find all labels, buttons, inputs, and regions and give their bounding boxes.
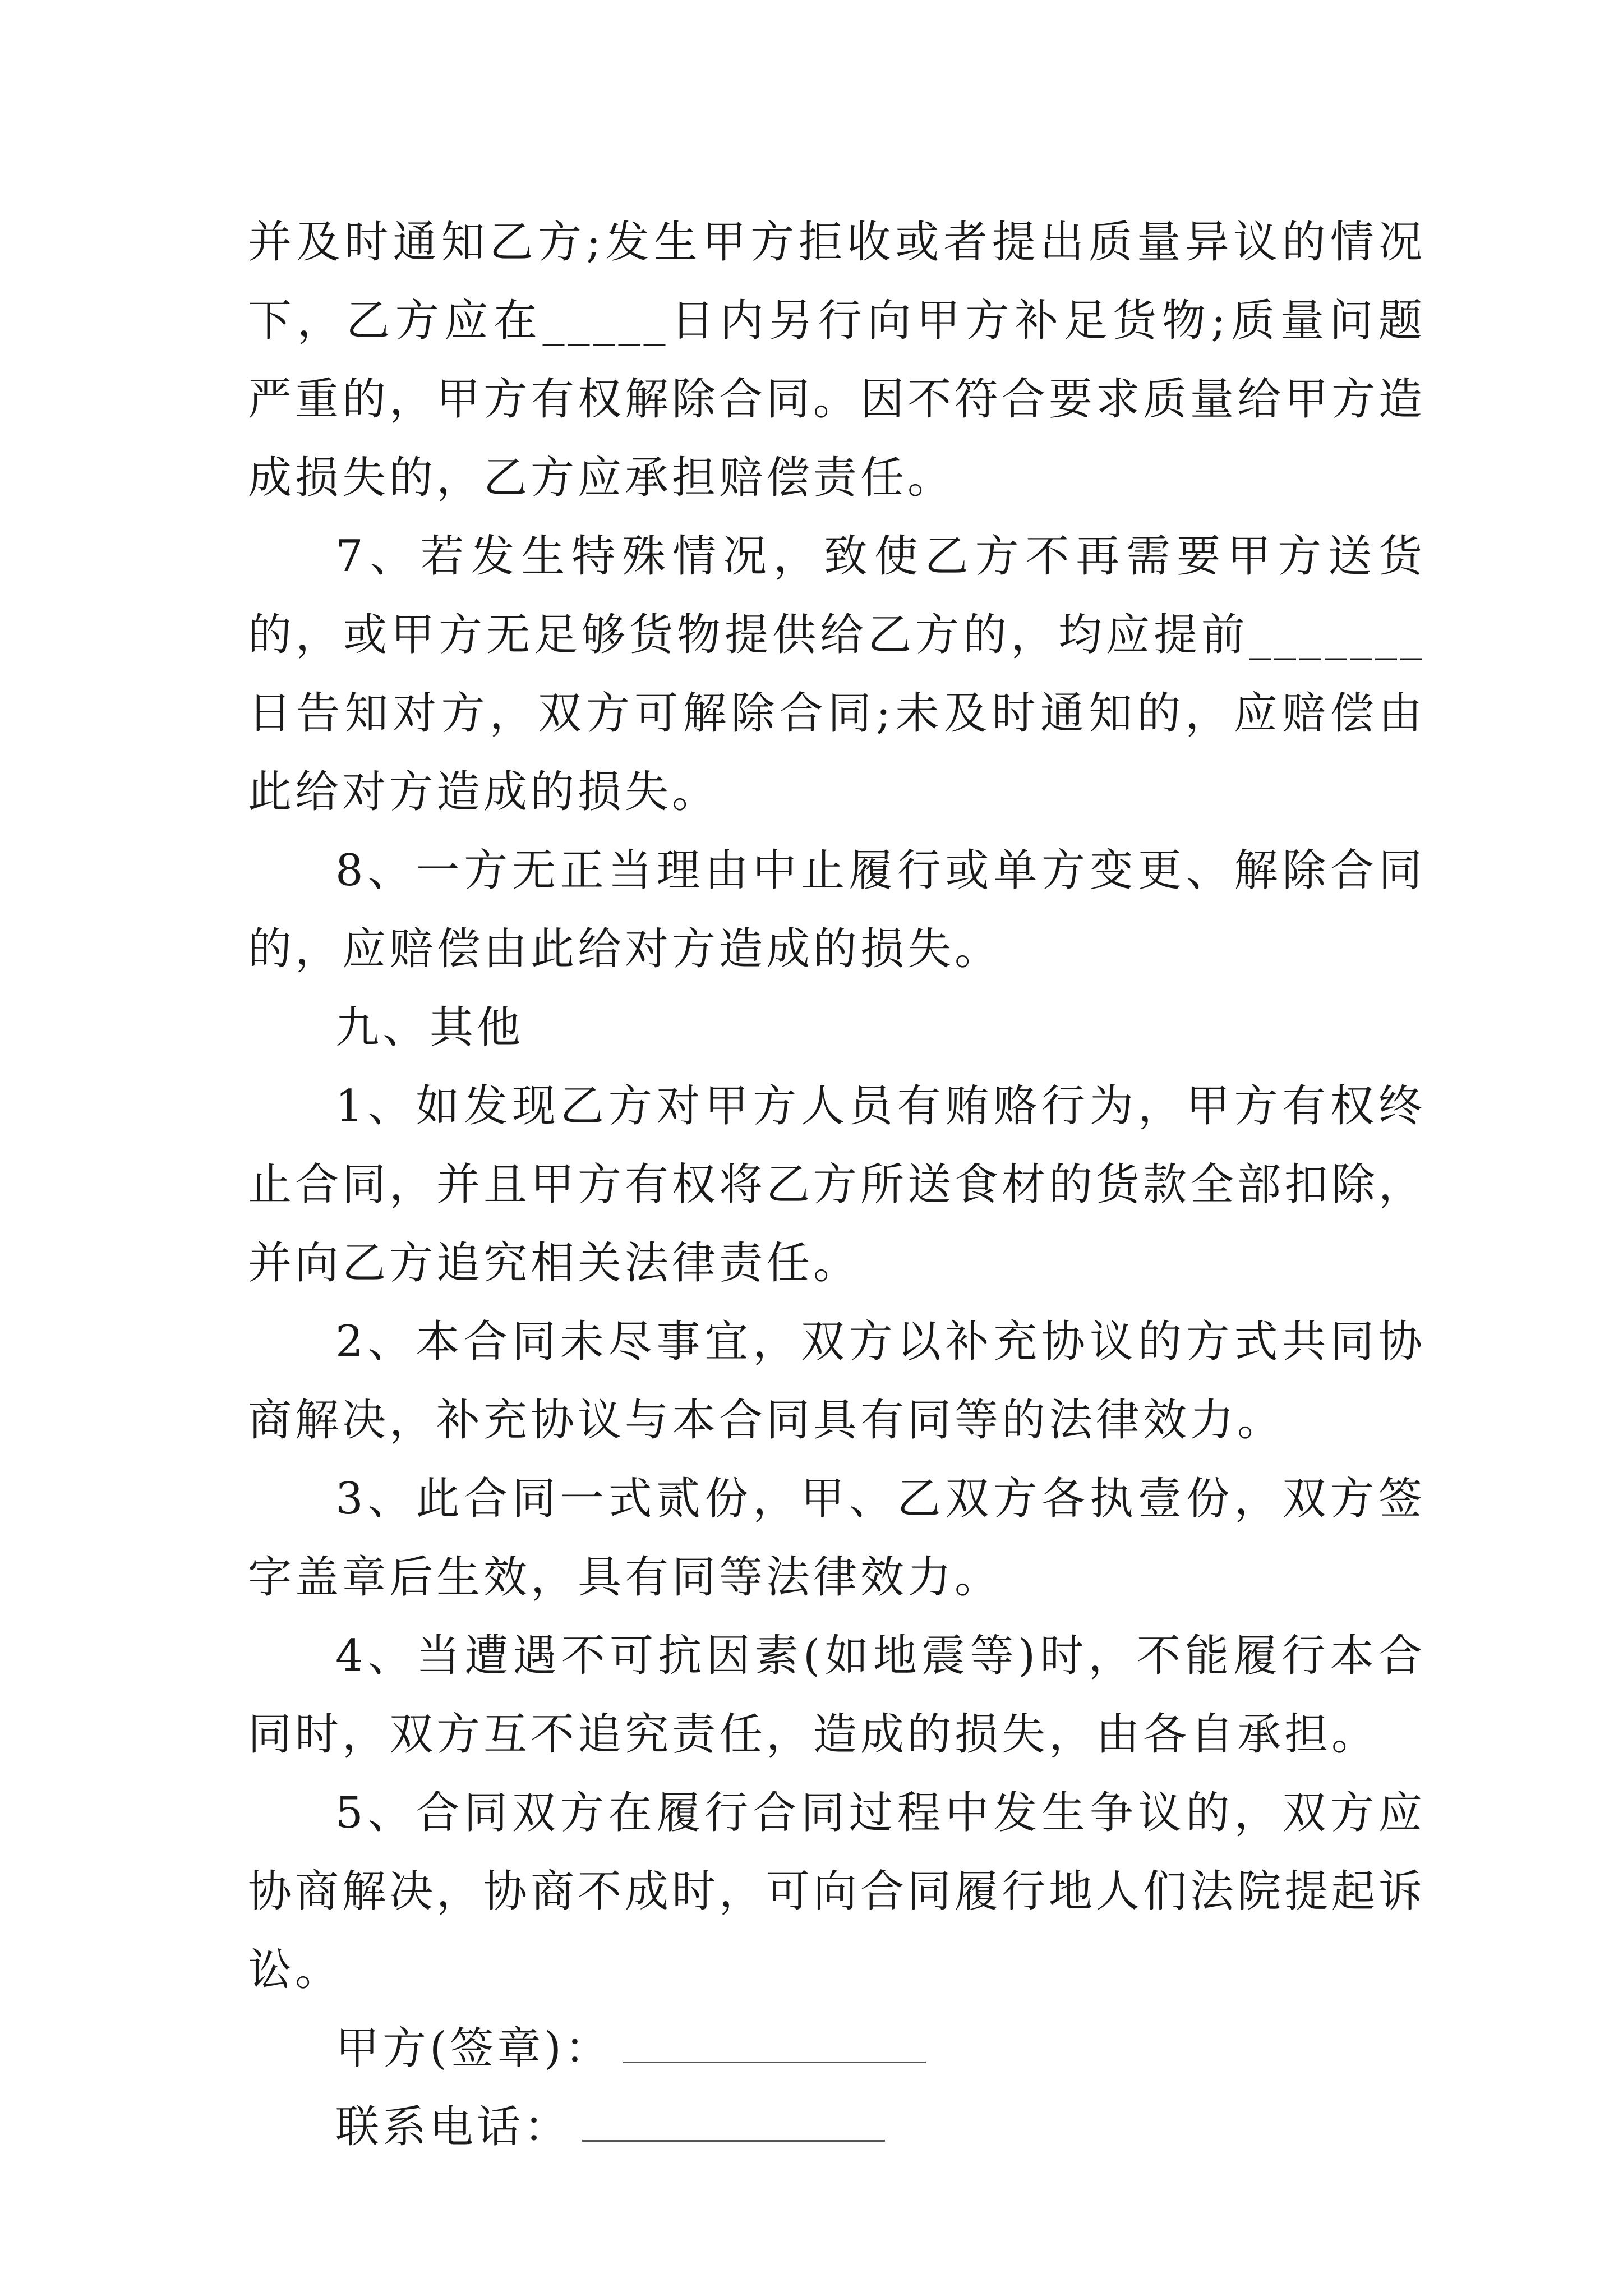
contract-text [248,203,1426,2166]
signature-phone-label: 联系电话： [335,2102,571,2152]
paragraph-other-5: 5、合同双方在履行合同过程中发生争议的，双方应协商解决，协商不成时，可向合同履行地人们法院提起诉讼。 [248,1788,1426,1995]
paragraph-other-4: 4、当遭遇不可抗因素(如地震等)时，不能履行本合同时，双方互不追究责任，造成的损失，由各自承担。 [248,1631,1426,1760]
signature-party-a [248,2009,1426,2088]
paragraph-other-3: 3、此合同一式贰份，甲、乙双方各执壹份，双方签字盖章后生效，具有同等法律效力。 [248,1474,1426,1603]
section-heading-other: 九、其他 [335,1002,524,1053]
paragraph-continued-clause: 并及时通知乙方;发生甲方拒收或者提出质量异议的情况下，乙方应在_____日内另行向甲方补足货物;质量问题严重的，甲方有权解除合同。因不符合要求质量给甲方造成损失的，乙方应承担赔偿责任。 [248,217,1426,503]
paragraph-other-1: 1、如发现乙方对甲方人员有贿赂行为，甲方有权终止合同，并且甲方有权将乙方所送食材的货款全部扣除，并向乙方追究相关法律责任。 [248,1081,1426,1289]
paragraph-clause-7: 7、若发生特殊情况，致使乙方不再需要甲方送货的，或甲方无足够货物提供给乙方的，均应提前_______日告知对方，双方可解除合同;未及时通知的，应赔偿由此给对方造成的损失。 [248,531,1426,817]
paragraph-other-2: 2、本合同未尽事宜，双方以补充协议的方式共同协商解决，补充协议与本合同具有同等的法律效力。 [248,1317,1426,1446]
signature-party-a-label: 甲方(签章)： [335,2023,612,2074]
signature-phone-blank[interactable] [582,2103,885,2142]
paragraph-clause-8: 8、一方无正当理由中止履行或单方变更、解除合同的，应赔偿由此给对方造成的损失。 [248,845,1426,974]
signature-phone [248,2088,1426,2166]
signature-party-a-blank[interactable] [623,2024,926,2063]
